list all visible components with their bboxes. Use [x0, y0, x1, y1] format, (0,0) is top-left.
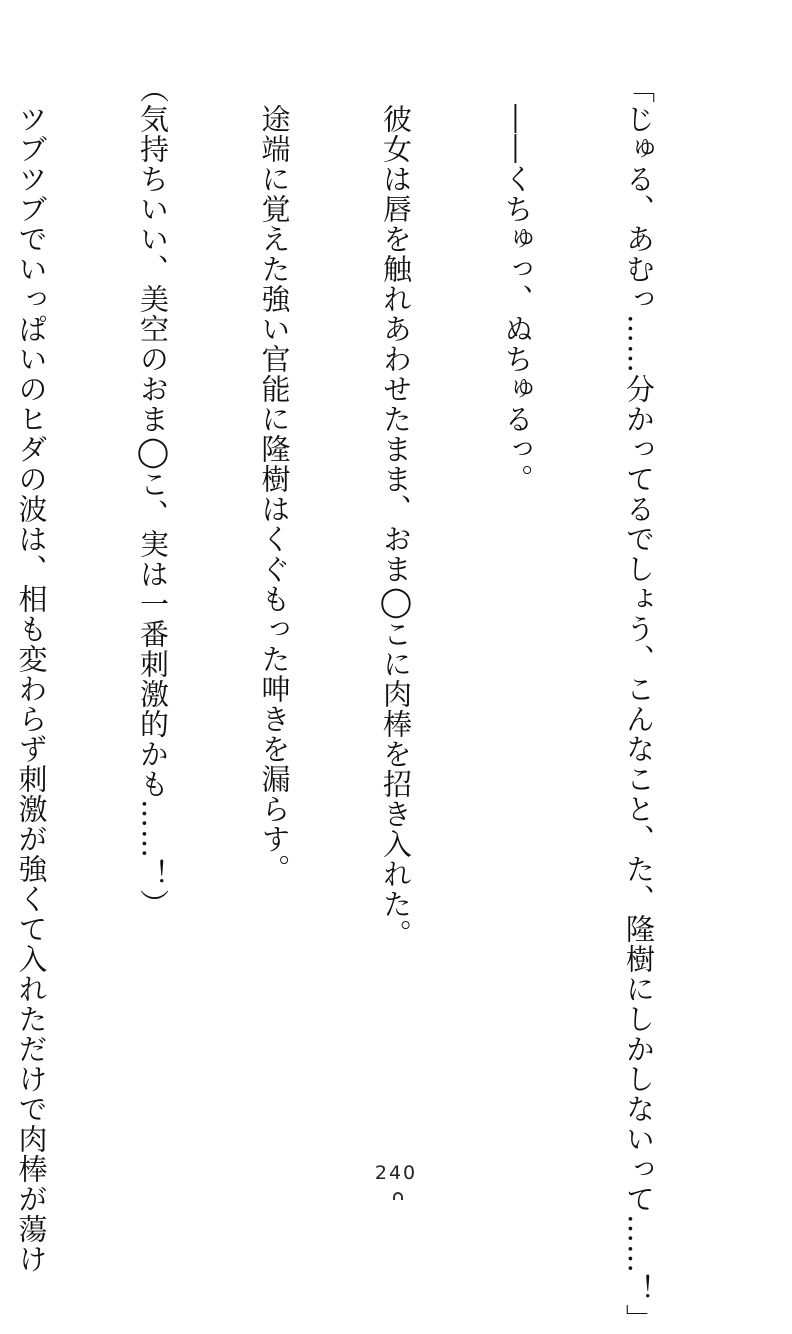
page-edge-mark — [393, 1192, 403, 1200]
text-line: 途端に覚えた強い官能に隆樹はくぐもった呻きを漏らす。 — [257, 74, 292, 884]
page-number: 240 — [374, 1162, 418, 1184]
text-line: （気持ちいい、美空のおま◯こ、実は一番刺激的かも……！） — [136, 74, 170, 919]
text-line: 彼女は唇を触れあわせたまま、おま◯こに肉棒を招き入れた。 — [379, 74, 413, 949]
text-line: ――くちゅっ、ぬちゅるっ。 — [500, 74, 535, 494]
text-line: ツブツブでいっぱいのヒダの波は、相も変わらず刺激が強くて入れただけで肉棒が蕩け — [14, 74, 49, 1274]
text-line: 「じゅる、あむっ……分かってるでしょう、こんなこと、た、隆樹にしかしないって……！」 — [622, 74, 656, 1334]
